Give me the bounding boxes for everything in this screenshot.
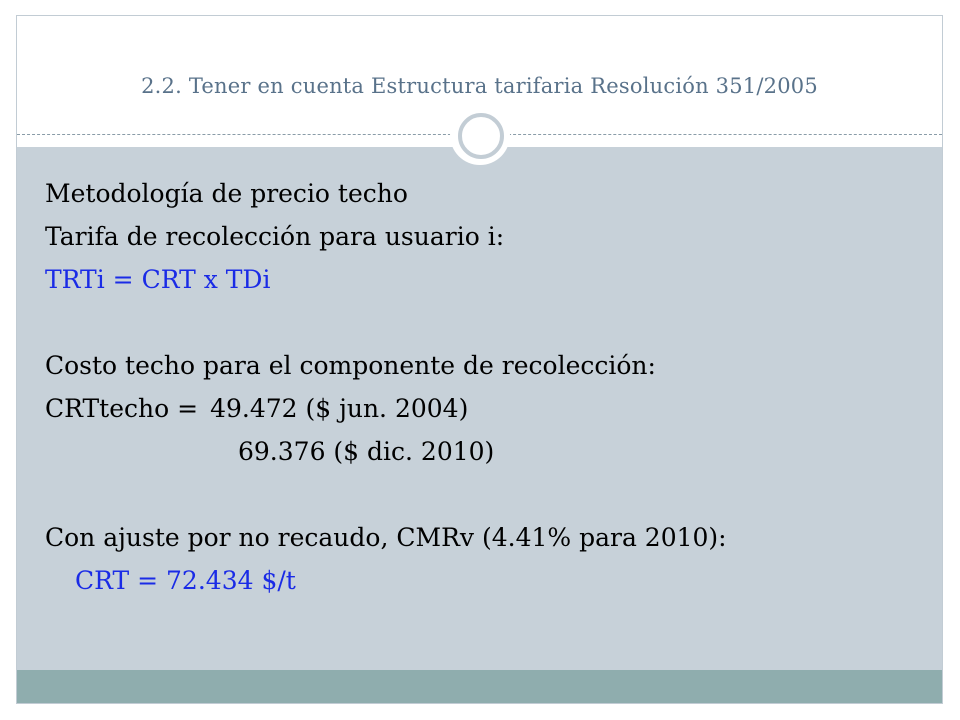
trti-formula: TRTi = CRT x TDi xyxy=(45,265,271,294)
crt-ceiling-line xyxy=(45,387,727,430)
slide-body xyxy=(45,172,727,602)
crt-ceiling-value-2010: 69.376 ($ dic. 2010) xyxy=(238,437,495,466)
adjustment-line: Con ajuste por no recaudo, CMRv (4.41% para 2010): xyxy=(45,523,727,552)
ceiling-cost-line: Costo techo para el componente de recolección: xyxy=(45,351,656,380)
blank-line xyxy=(45,301,727,344)
blank-line-2 xyxy=(45,473,727,516)
slide-title: 2.2. Tener en cuenta Estructura tarifaria Resolución 351/2005 xyxy=(141,74,818,98)
crt-result: CRT = 72.434 $/t xyxy=(75,566,296,595)
tariff-line: Tarifa de recolección para usuario i: xyxy=(45,222,505,251)
crt-ceiling-value-2004: 49.472 ($ jun. 2004) xyxy=(210,394,469,423)
crt-ceiling-label: CRTtecho = xyxy=(45,394,199,423)
methodology-line: Metodología de precio techo xyxy=(45,179,408,208)
footer-band xyxy=(17,670,942,703)
ring-icon xyxy=(458,113,504,159)
divider-circle-ornament xyxy=(450,105,510,165)
